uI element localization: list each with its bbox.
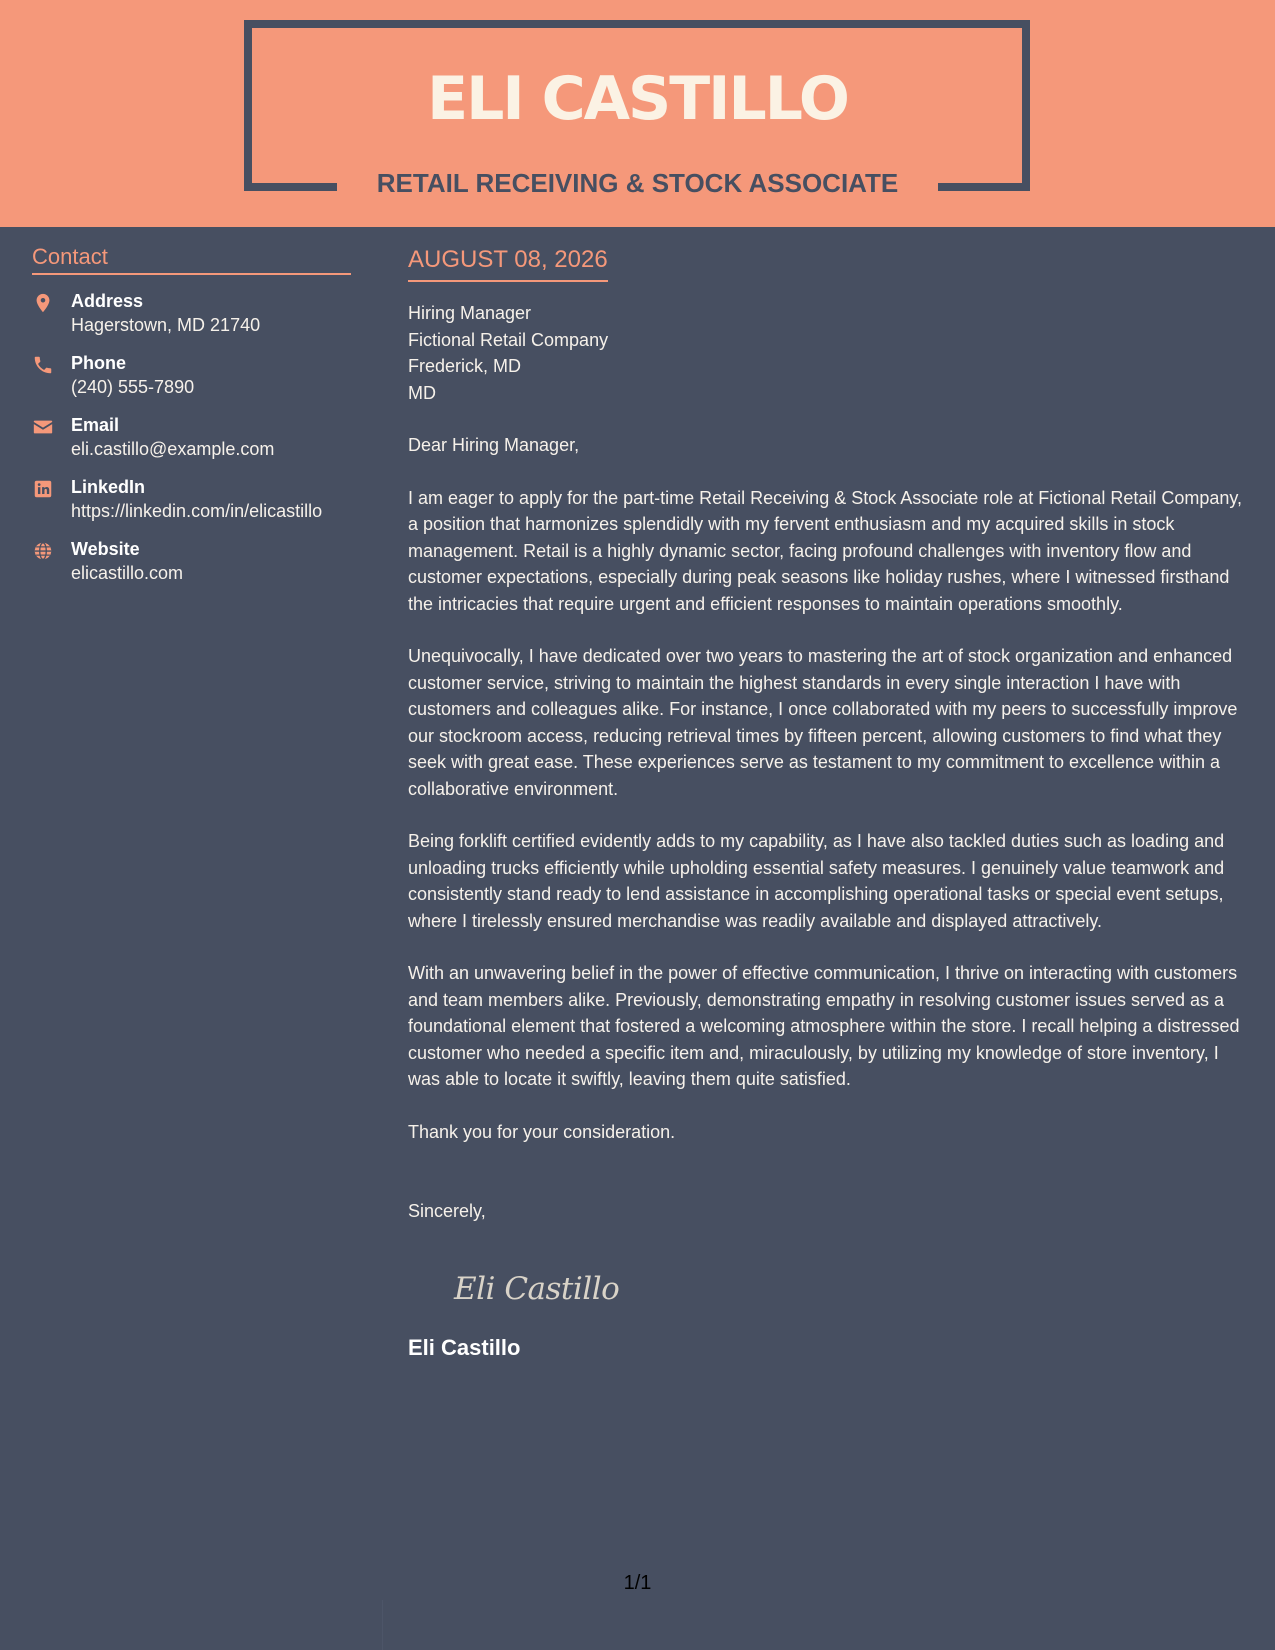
contact-label-email: Email	[71, 415, 120, 435]
contact-value-email[interactable]: eli.castillo@example.com	[71, 439, 275, 459]
body-paragraph: I am eager to apply for the part-time Retail Receiving & Stock Associate role at Fictional Retail Company, a position that harmonizes splendidly with my fervent enthusiasm and my acquired skills in stock management. Retail is a highly dynamic sector, facing profound challenges with inventory flow and customer expectations, especially during peak seasons like holiday rushes, where I witnessed firsthand the intricacies that require urgent and efficient responses to maintain operations smoothly.	[408, 487, 1243, 614]
contact-value-website[interactable]: elicastillo.com	[71, 563, 184, 583]
contact-sidebar	[32, 244, 351, 585]
body-paragraph: Being forklift certified evidently adds to my capability, as I have also tackled duties such as loading and unloading trucks efficiently while upholding essential safety measures. I genuinely value teamwork and consistently stand ready to lend assistance in accomplishing operational tasks or special event setups, where I tirelessly ensured merchandise was readily available and displayed attractively.	[408, 831, 1225, 931]
linkedin-icon	[32, 478, 54, 500]
location-pin-icon	[32, 292, 54, 314]
job-title: RETAIL RECEIVING & STOCK ASSOCIATE	[376, 168, 899, 198]
applicant-name: ELI CASTILLO	[427, 64, 848, 134]
contact-value-address: Hagerstown, MD 21740	[71, 315, 261, 335]
closing-line: Sincerely,	[408, 1201, 486, 1221]
handwritten-signature	[450, 1259, 650, 1315]
body-paragraph: With an unwavering belief in the power of effective communication, I thrive on interacting with customers and team members alike. Previously, demonstrating empathy in resolving customer issues served as a foundational element that fostered a welcoming atmosphere within the store. I recall helping a distressed customer who needed a specific item and, miraculously, by utilizing my knowledge of store inventory, I was able to locate it swiftly, leaving them quite satisfied.	[408, 963, 1240, 1089]
letter-date: AUGUST 08, 2026	[408, 244, 608, 282]
recipient-block	[408, 300, 1248, 406]
page-number: 1/1	[623, 1572, 652, 1594]
thanks-line: Thank you for your consideration.	[408, 1121, 676, 1142]
letter-body	[408, 244, 1248, 1362]
contact-label-address: Address	[71, 291, 144, 311]
phone-icon	[32, 354, 54, 376]
contact-label-website: Website	[71, 539, 140, 559]
contact-item-address	[32, 289, 351, 337]
contact-item-linkedin	[32, 475, 351, 523]
contact-item-email	[32, 413, 351, 461]
recipient-line: Fictional Retail Company	[408, 329, 609, 350]
contact-value-phone: (240) 555-7890	[71, 377, 195, 397]
recipient-line: Frederick, MD	[408, 356, 522, 376]
header-band	[0, 0, 1275, 227]
globe-icon	[32, 540, 54, 562]
recipient-line: MD	[408, 382, 436, 403]
column-divider	[382, 1600, 383, 1650]
salutation: Dear Hiring Manager,	[408, 435, 580, 455]
envelope-icon	[32, 416, 54, 438]
signature-text: Eli Castillo	[454, 1270, 620, 1307]
contact-label-phone: Phone	[71, 353, 127, 373]
contact-item-website	[32, 537, 351, 585]
recipient-line: Hiring Manager	[408, 303, 532, 323]
contact-heading: Contact	[32, 244, 351, 275]
contact-value-linkedin[interactable]: https://linkedin.com/in/elicastillo	[71, 501, 323, 521]
body-paragraph: Unequivocally, I have dedicated over two years to mastering the art of stock organization and enhanced customer service, striving to maintain the highest standards in every single interaction I have with customers and colleagues alike. For instance, I once collaborated with my peers to successfully improve our stockroom access, reducing retrieval times by fifteen percent, allowing customers to find what they seek with great ease. These experiences serve as testament to my commitment to excellence within a collaborative environment.	[408, 646, 1238, 799]
contact-label-linkedin: LinkedIn	[71, 477, 146, 497]
signed-name: Eli Castillo	[408, 1334, 521, 1360]
contact-item-phone	[32, 351, 351, 399]
